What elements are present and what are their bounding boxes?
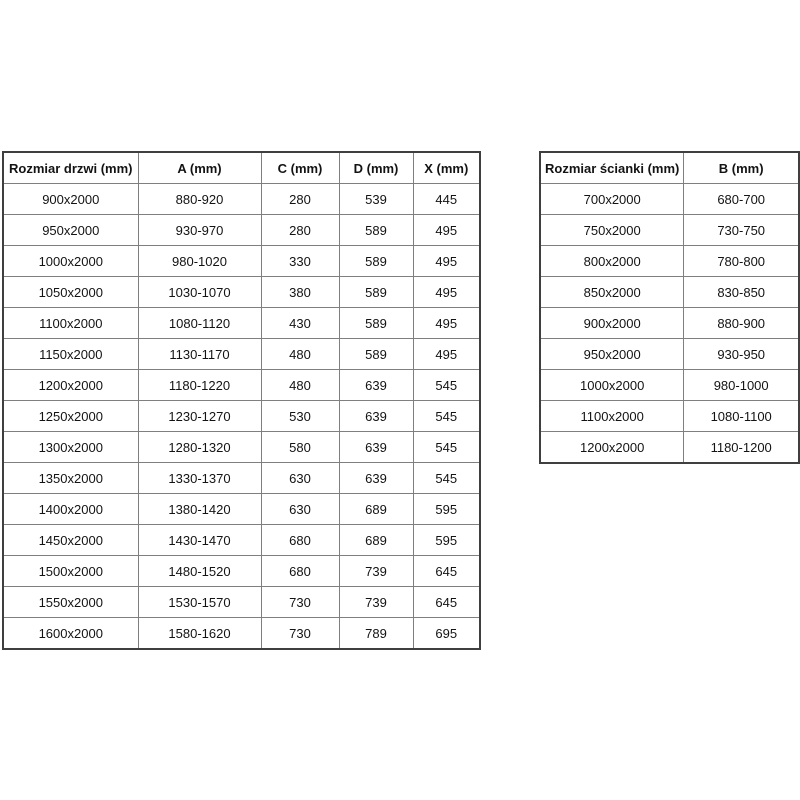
wall-table-cell: 950x2000: [540, 339, 684, 370]
doors-table-cell: 645: [413, 587, 480, 618]
wall-table-cell: 980-1000: [684, 370, 799, 401]
table-row: [3, 432, 480, 463]
wall-table-cell: 700x2000: [540, 184, 684, 215]
wall-table-cell: 830-850: [684, 277, 799, 308]
doors-table-cell: 900x2000: [3, 184, 138, 215]
doors-table-cell: 1430-1470: [138, 525, 261, 556]
wall-table-header-cell: B (mm): [684, 152, 799, 184]
doors-table-cell: 1350x2000: [3, 463, 138, 494]
table-row: [3, 370, 480, 401]
wall-table-cell: 900x2000: [540, 308, 684, 339]
doors-table-cell: 930-970: [138, 215, 261, 246]
wall-table-cell: 1100x2000: [540, 401, 684, 432]
doors-table-cell: 589: [339, 246, 413, 277]
doors-table-cell: 689: [339, 525, 413, 556]
doors-table-cell: 280: [261, 184, 339, 215]
table-row: [540, 401, 799, 432]
doors-table-cell: 1400x2000: [3, 494, 138, 525]
doors-table-cell: 545: [413, 463, 480, 494]
wall-table-cell: 930-950: [684, 339, 799, 370]
doors-table-cell: 739: [339, 587, 413, 618]
wall-table-header-row: [540, 152, 799, 184]
doors-table-cell: 630: [261, 494, 339, 525]
doors-table-cell: 730: [261, 587, 339, 618]
doors-table-container: [2, 151, 481, 650]
table-row: [540, 370, 799, 401]
doors-table-cell: 1500x2000: [3, 556, 138, 587]
doors-table-cell: 1300x2000: [3, 432, 138, 463]
doors-table-cell: 445: [413, 184, 480, 215]
wall-table-cell: 730-750: [684, 215, 799, 246]
table-row: [3, 463, 480, 494]
doors-table-cell: 880-920: [138, 184, 261, 215]
doors-table-cell: 495: [413, 215, 480, 246]
doors-table-cell: 480: [261, 339, 339, 370]
doors-table-cell: 589: [339, 277, 413, 308]
table-row: [3, 339, 480, 370]
table-row: [540, 277, 799, 308]
doors-table-header-cell: C (mm): [261, 152, 339, 184]
wall-table-cell: 1080-1100: [684, 401, 799, 432]
doors-table-cell: 1080-1120: [138, 308, 261, 339]
doors-table-cell: 539: [339, 184, 413, 215]
doors-table-cell: 730: [261, 618, 339, 650]
doors-table-cell: 1200x2000: [3, 370, 138, 401]
doors-table-cell: 1550x2000: [3, 587, 138, 618]
doors-table-cell: 495: [413, 308, 480, 339]
doors-table-cell: 639: [339, 401, 413, 432]
doors-table-cell: 1150x2000: [3, 339, 138, 370]
doors-table-cell: 1580-1620: [138, 618, 261, 650]
doors-table-cell: 639: [339, 370, 413, 401]
doors-table-cell: 1450x2000: [3, 525, 138, 556]
wall-table-cell: 1200x2000: [540, 432, 684, 464]
table-row: [3, 277, 480, 308]
doors-table-cell: 639: [339, 432, 413, 463]
table-row: [3, 556, 480, 587]
table-row: [540, 184, 799, 215]
doors-table-cell: 280: [261, 215, 339, 246]
doors-table-cell: 689: [339, 494, 413, 525]
doors-table-cell: 595: [413, 525, 480, 556]
table-row: [3, 525, 480, 556]
doors-table-cell: 1100x2000: [3, 308, 138, 339]
doors-table-cell: 1130-1170: [138, 339, 261, 370]
doors-table-header-cell: Rozmiar drzwi (mm): [3, 152, 138, 184]
doors-table-cell: 680: [261, 525, 339, 556]
doors-table-cell: 645: [413, 556, 480, 587]
doors-table-cell: 980-1020: [138, 246, 261, 277]
doors-table-cell: 1530-1570: [138, 587, 261, 618]
doors-table-cell: 950x2000: [3, 215, 138, 246]
doors-table-cell: 580: [261, 432, 339, 463]
doors-table-cell: 1600x2000: [3, 618, 138, 650]
doors-table-cell: 1030-1070: [138, 277, 261, 308]
table-row: [540, 246, 799, 277]
doors-table-cell: 530: [261, 401, 339, 432]
doors-table-cell: 1330-1370: [138, 463, 261, 494]
doors-table-cell: 330: [261, 246, 339, 277]
table-row: [3, 184, 480, 215]
table-row: [3, 215, 480, 246]
wall-table-container: [539, 151, 800, 464]
wall-table-cell: 800x2000: [540, 246, 684, 277]
doors-table-cell: 545: [413, 432, 480, 463]
doors-table-cell: 1000x2000: [3, 246, 138, 277]
doors-table-cell: 789: [339, 618, 413, 650]
table-row: [3, 246, 480, 277]
table-row: [540, 432, 799, 464]
wall-table-header-cell: Rozmiar ścianki (mm): [540, 152, 684, 184]
wall-table-cell: 850x2000: [540, 277, 684, 308]
table-row: [540, 339, 799, 370]
doors-table-cell: 739: [339, 556, 413, 587]
doors-table-cell: 630: [261, 463, 339, 494]
wall-table-cell: 880-900: [684, 308, 799, 339]
doors-table-header-row: [3, 152, 480, 184]
doors-table-cell: 1230-1270: [138, 401, 261, 432]
doors-table-cell: 545: [413, 401, 480, 432]
wall-table-cell: 780-800: [684, 246, 799, 277]
table-row: [3, 587, 480, 618]
table-row: [540, 308, 799, 339]
doors-table-cell: 430: [261, 308, 339, 339]
table-row: [3, 308, 480, 339]
doors-table-cell: 495: [413, 339, 480, 370]
wall-table-cell: 1000x2000: [540, 370, 684, 401]
doors-table: [2, 151, 481, 650]
doors-table-cell: 495: [413, 246, 480, 277]
doors-table-cell: 639: [339, 463, 413, 494]
doors-table-cell: 680: [261, 556, 339, 587]
doors-table-cell: 495: [413, 277, 480, 308]
wall-table-cell: 680-700: [684, 184, 799, 215]
doors-table-cell: 595: [413, 494, 480, 525]
doors-table-cell: 695: [413, 618, 480, 650]
wall-table-cell: 750x2000: [540, 215, 684, 246]
doors-table-cell: 545: [413, 370, 480, 401]
doors-table-cell: 589: [339, 339, 413, 370]
doors-table-cell: 380: [261, 277, 339, 308]
wall-table: [539, 151, 800, 464]
doors-table-cell: 589: [339, 308, 413, 339]
doors-table-cell: 1250x2000: [3, 401, 138, 432]
doors-table-cell: 1180-1220: [138, 370, 261, 401]
table-row: [3, 401, 480, 432]
doors-table-cell: 1280-1320: [138, 432, 261, 463]
doors-table-header-cell: D (mm): [339, 152, 413, 184]
wall-table-cell: 1180-1200: [684, 432, 799, 464]
doors-table-cell: 480: [261, 370, 339, 401]
doors-table-header-cell: A (mm): [138, 152, 261, 184]
doors-table-cell: 1480-1520: [138, 556, 261, 587]
doors-table-header-cell: X (mm): [413, 152, 480, 184]
table-row: [3, 618, 480, 650]
table-row: [540, 215, 799, 246]
doors-table-cell: 589: [339, 215, 413, 246]
table-row: [3, 494, 480, 525]
doors-table-cell: 1050x2000: [3, 277, 138, 308]
doors-table-cell: 1380-1420: [138, 494, 261, 525]
